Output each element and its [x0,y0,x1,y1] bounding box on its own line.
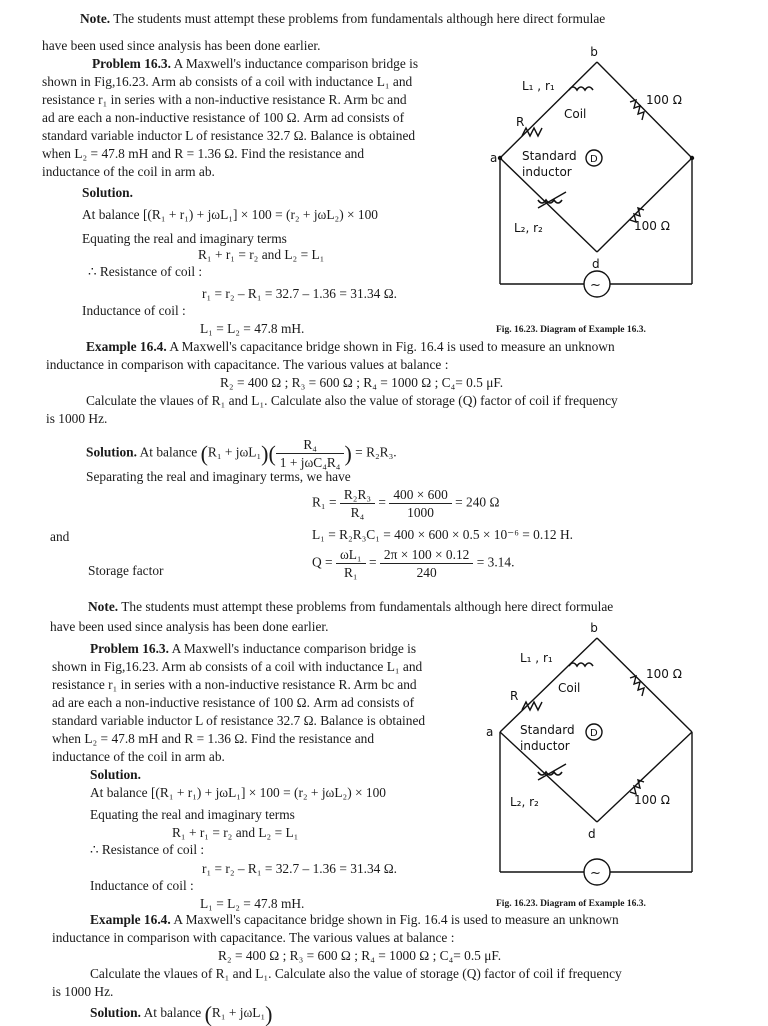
eq-balance: At balance [(R₁ + r₁) + jωL₁] × 100 = (r₂ + jωL₂) × 100 [82,207,378,222]
problem-line-5-copy: standard variable inductor L of resistance 32.7 Ω. Balance is obtained [52,713,426,728]
node-a-label: a [490,151,498,165]
sol2-balance: Solution. At balance (R₁ + jωL₁)( $\frac{\text{R₄}}{\text{1 + jωC₄R₄}}$ ) = R₂R₃. [86,437,397,470]
eq-inductance-label: Inductance of coil : [82,303,186,318]
sol2-balance-copy: Solution. At balance (R₁ + jωL₁) [90,1001,273,1026]
problem-line-3-copy: resistance r₁ in series with a non-inductive resistance R. Arm bc and [52,677,417,692]
eq-balance-copy: At balance [(R₁ + r₁) + jωL₁] × 100 = (r₂ + jωL₂) × 100 [90,785,386,800]
problem-line-3: resistance r₁ in series with a non-inductive resistance R. Arm bc and [42,92,407,107]
resistor-100-top-label: 100 Ω [646,93,682,107]
coil-label-copy: Coil [558,681,581,695]
coil-label: Coil [564,107,587,121]
sol2-and: and [50,529,70,544]
l2-r2-label-copy: L₂, r₂ [510,795,539,809]
figure-caption: Fig. 16.23. Diagram of Example 16.3. [496,325,646,335]
sol2-separating: Separating the real and imaginary terms, we have [86,469,351,484]
problem-line-7-copy: inductance of the coil in arm ab. [52,749,225,764]
sol2-r1: R₁ = $\frac{\text{R₂R₃}}{\text{R₄}}$ = $\frac{400 \times 600}{1000}$ = 240 Ω [312,487,500,520]
detector-label-copy: D [590,728,598,739]
eq-l1-copy: L₁ = L₂ = 47.8 mH. [200,896,305,911]
node-b-label: b [590,45,598,59]
ac-source-icon: ~ [590,278,601,293]
node-d-label-copy: d [588,827,596,841]
eq-therefore-copy: ∴ Resistance of coil : [90,842,205,857]
note-line-2-copy: have been used since analysis has been done earlier. [50,619,329,634]
sol2-storage: Storage factor [88,563,164,578]
note-line-2: have been used since analysis has been done earlier. [42,38,321,53]
example-calc-1-copy: Calculate the vlaues of R₁ and L₁. Calculate also the value of storage (Q) factor of coil if frequency [90,966,622,981]
solution-label: Solution. [82,185,133,200]
problem-line-4-copy: ad are each a non-inductive resistance of 100 Ω. Arm ad consists of [52,695,415,710]
eq-terms: R₁ + r₁ = r₂ and L₂ = L₁ [198,247,325,262]
resistor-100-bottom-label: 100 Ω [634,219,670,233]
l1-r1-label: L₁ , r₁ [522,79,555,93]
r-label: R [516,115,525,129]
problem-line-6-copy: when L₂ = 47.8 mH and R = 1.36 Ω. Find the resistance and [52,731,375,746]
problem-line-4: ad are each a non-inductive resistance of 100 Ω. Arm ad consists of [42,110,405,125]
l1-r1-label-copy: L₁ , r₁ [520,651,553,665]
inductor-label-copy: inductor [520,739,570,753]
node-a-label-copy: a [486,725,494,739]
detector-label: D [590,154,598,165]
problem-line-1: Problem 16.3. A Maxwell's inductance comparison bridge is [92,56,419,71]
resistor-100-bottom-label-copy: 100 Ω [634,793,670,807]
figure-caption-copy: Fig. 16.23. Diagram of Example 16.3. [496,899,646,909]
problem-line-2: shown in Fig,16.23. Arm ab consists of a coil with inductance L₁ and [42,74,413,89]
problem-line-6: when L₂ = 47.8 mH and R = 1.36 Ω. Find the resistance and [42,146,365,161]
eq-inductance-label-copy: Inductance of coil : [90,878,194,893]
solution-label-copy: Solution. [90,767,141,782]
eq-equating: Equating the real and imaginary terms [82,231,287,246]
problem-line-5: standard variable inductor L of resistance 32.7 Ω. Balance is obtained [42,128,416,143]
standard-label-copy: Standard [520,723,575,737]
resistor-100-top-label-copy: 100 Ω [646,667,682,681]
inductor-label: inductor [522,165,572,179]
example-line-1: Example 16.4. A Maxwell's capacitance bridge shown in Fig. 16.4 is used to measure an unknown [86,339,615,354]
eq-r1: r₁ = r₂ – R₁ = 32.7 – 1.36 = 31.34 Ω. [202,286,398,301]
example-calc-1: Calculate the vlaues of R₁ and L₁. Calculate also the value of storage (Q) factor of coil if frequency [86,393,618,408]
example-line-2-copy: inductance in comparison with capacitance. The various values at balance : [52,930,455,945]
eq-r1-copy: r₁ = r₂ – R₁ = 32.7 – 1.36 = 31.34 Ω. [202,861,398,876]
eq-terms-copy: R₁ + r₁ = r₂ and L₂ = L₁ [172,825,299,840]
ac-source-icon-copy: ~ [590,866,601,881]
example-line-2: inductance in comparison with capacitance. The various values at balance : [46,357,449,372]
example-calc-2-copy: is 1000 Hz. [52,984,114,999]
standard-label: Standard [522,149,577,163]
bridge-diagram [480,40,730,325]
note-line-1: Note. The students must attempt these problems from fundamentals although here direct formulae [80,11,606,26]
eq-equating-copy: Equating the real and imaginary terms [90,807,295,822]
sol2-q: Q = $\frac{\text{ωL₁}}{\text{R₁}}$ = $\frac{2\pi \times 100 \times 0.12}{240}$ = 3.14. [312,547,515,580]
sol2-l1: L₁ = R₂R₃C₁ = 400 × 600 × 0.5 × 10⁻⁶ = 0.12 H. [312,527,573,542]
node-b-label-copy: b [590,621,598,635]
eq-l1: L₁ = L₂ = 47.8 mH. [200,321,305,336]
note-line-1-copy: Note. The students must attempt these problems from fundamentals although here direct formulae [88,599,614,614]
example-values: R₂ = 400 Ω ; R₃ = 600 Ω ; R₄ = 1000 Ω ; C₄= 0.5 μF. [220,375,504,390]
problem-line-2-copy: shown in Fig,16.23. Arm ab consists of a coil with inductance L₁ and [52,659,423,674]
example-line-1-copy: Example 16.4. A Maxwell's capacitance bridge shown in Fig. 16.4 is used to measure an unknown [90,912,619,927]
example-calc-2: is 1000 Hz. [46,411,108,426]
r-label-copy: R [510,689,519,703]
problem-line-7: inductance of the coil in arm ab. [42,164,215,179]
bridge-diagram-copy [480,620,730,890]
eq-therefore: ∴ Resistance of coil : [88,264,203,279]
node-d-label: d [592,257,600,271]
example-values-copy: R₂ = 400 Ω ; R₃ = 600 Ω ; R₄ = 1000 Ω ; C₄= 0.5 μF. [218,948,502,963]
problem-line-1-copy: Problem 16.3. A Maxwell's inductance comparison bridge is [90,641,417,656]
l2-r2-label: L₂, r₂ [514,221,543,235]
